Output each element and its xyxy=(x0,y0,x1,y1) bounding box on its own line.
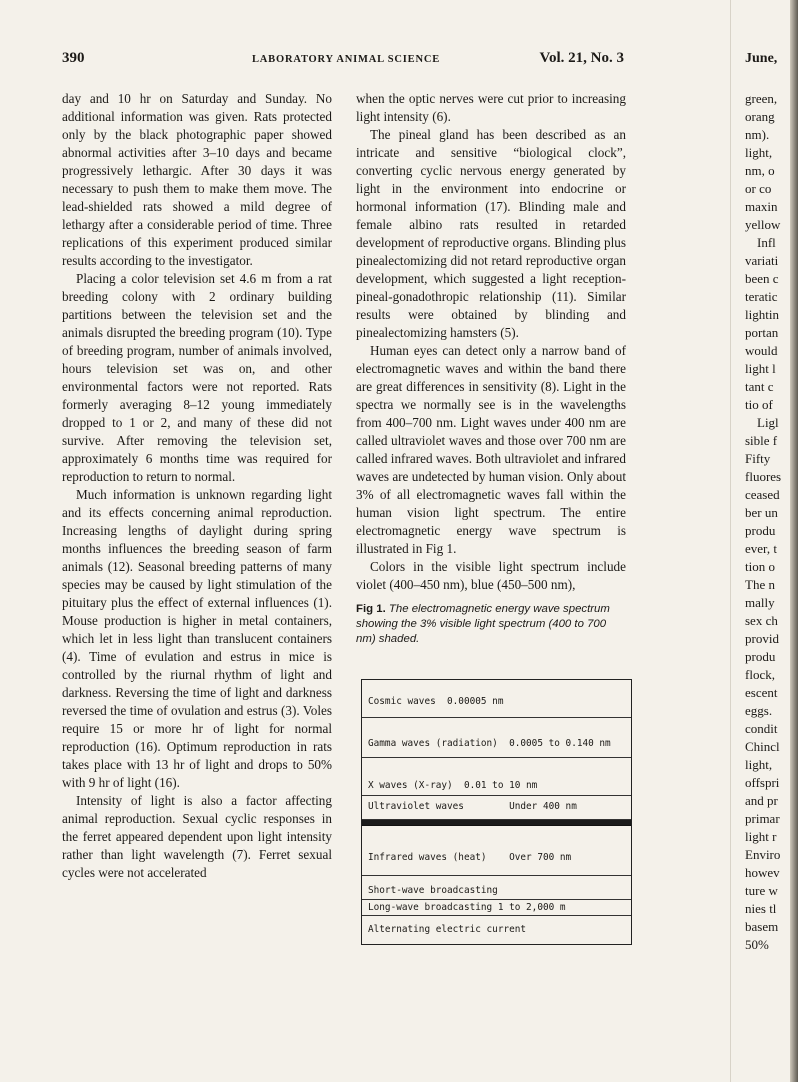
binding-shadow xyxy=(790,0,798,1082)
fragment-line: light, xyxy=(745,757,773,772)
fragment-line: or co xyxy=(745,181,772,196)
fragment-line: portan xyxy=(745,325,779,340)
fragment-line: mally xyxy=(745,595,775,610)
fragment-line: lightin xyxy=(745,307,779,322)
figure-label: Fig 1. xyxy=(356,603,386,615)
fragment-line: eggs. xyxy=(745,703,773,718)
spectrum-band-short-wave xyxy=(362,876,631,900)
fragment-line: Ligl xyxy=(757,415,779,430)
fragment-line: condit xyxy=(745,721,778,736)
facing-page-header: June, xyxy=(745,51,778,66)
band-label: Ultraviolet waves Under 400 nm xyxy=(368,801,577,812)
fragment-line: variati xyxy=(745,253,779,268)
paragraph: Intensity of light is also a factor affecting animal reproduction. Sexual cyclic responses in the ferret appeared dependent upon light intensity rather than light wavelength (7). Ferret sexual cycles were not accelerated xyxy=(62,793,332,880)
fragment-line: fluores xyxy=(745,469,782,484)
spectrum-band-xray xyxy=(362,758,631,796)
fragment-line: produ xyxy=(745,523,776,538)
right-column xyxy=(356,90,626,647)
fragment-line: basem xyxy=(745,919,779,934)
paragraph: The pineal gland has been described as an intricate and sensitive “biological clock”, converting cyclic nervous energy generated by light in the environment into endocrine or hormonal information (17). Blinding male and female albino rats resulted in retarded development of reproductive organs. Blinding plus pinealectomizing did not retard reproductive organ development, which suggested a light reception-pineal-gonadothropic relationship (11). Similar results were obtained by blinding and pinealectomizing hamsters (5). xyxy=(356,127,626,340)
journal-title: LABORATORY ANIMAL SCIENCE xyxy=(252,54,441,65)
fragment-line: flock, xyxy=(745,667,775,682)
band-label: Infrared waves (heat) Over 700 nm xyxy=(368,852,572,863)
fragment-line: escent xyxy=(745,685,778,700)
paragraph: when the optic nerves were cut prior to increasing light intensity (6). xyxy=(356,91,626,124)
band-label: X waves (X-ray) 0.01 to 10 nm xyxy=(368,780,538,791)
left-column xyxy=(62,90,332,882)
band-label: Short-wave broadcasting xyxy=(368,885,498,896)
spectrum-band-gamma xyxy=(362,718,631,758)
fragment-line: sible f xyxy=(745,433,778,448)
fragment-line: orang xyxy=(745,109,775,124)
fragment-line: sex ch xyxy=(745,613,778,628)
fragment-line: would xyxy=(745,343,778,358)
band-label: Alternating electric current xyxy=(368,924,527,935)
fragment-line: green, xyxy=(745,91,778,106)
volume-issue: Vol. 21, No. 3 xyxy=(539,50,624,66)
paragraph: day and 10 hr on Saturday and Sunday. No additional information was given. Rats protected only by the black photographic paper showed abnormal activities after 3–10 days and became progressively lethargic. After 30 days it was necessary to push them to make them move. The lead-shielded rats showed a mild degree of lethargy after a considerable period of time. Three replications of this experiment produced similar results according to the investigator. xyxy=(62,91,332,268)
fragment-line: light l xyxy=(745,361,776,376)
fragment-line: Fifty xyxy=(745,451,771,466)
fragment-line: yellow xyxy=(745,217,781,232)
fragment-line: Infl xyxy=(757,235,776,250)
fragment-line: nm). xyxy=(745,127,770,142)
figure-caption xyxy=(356,602,626,647)
fragment-line: teratic xyxy=(745,289,778,304)
paragraph: Human eyes can detect only a narrow band of electromagnetic waves and within the band there are great differences in sensitivity (8). Light in the spectra we normally see is in the wavelengths from 400–700 nm. Light waves under 400 nm are called ultraviolet waves and those over 700 nm are called infrared waves. Both ultraviolet and infrared waves are undetected by human vision. Only about 3% of all electromagnetic waves fall within the human vision light spectrum. The entire electromagnetic energy wave spectrum is illustrated in Fig 1. xyxy=(356,343,626,556)
fragment-line: light, xyxy=(745,145,773,160)
spectrum-band-long-wave xyxy=(362,900,631,916)
fragment-line: The n xyxy=(745,577,775,592)
fragment-line: tio of xyxy=(745,397,773,412)
figure-caption-text: The electromagnetic energy wave spectrum showing the 3% visible light spectrum (400 to 700 nm) shaded. xyxy=(356,603,610,645)
fragment-line: ceased xyxy=(745,487,780,502)
fragment-line: nm, o xyxy=(745,163,775,178)
fragment-line: light r xyxy=(745,829,777,844)
fragment-line: maxin xyxy=(745,199,778,214)
fragment-line: ture w xyxy=(745,883,778,898)
band-label: Gamma waves (radiation) 0.0005 to 0.140 nm xyxy=(368,738,611,749)
fragment-line: and pr xyxy=(745,793,778,808)
fragment-line: howev xyxy=(745,865,780,880)
fragment-line: 50% xyxy=(745,937,769,950)
paragraph: Colors in the visible light spectrum include violet (400–450 nm), blue (450–500 nm), xyxy=(356,559,626,592)
fragment-line: provid xyxy=(745,631,779,646)
spectrum-band-infrared xyxy=(362,826,631,876)
paragraph: Much information is unknown regarding light and its effects concerning animal reproduction. Increasing lengths of daylight during spring months influences the breeding season of farm animals (12). Seasonal breeding patterns of many species may be caused by light stimulation of the pituitary plus the effect of external influences (1). Mouse production is higher in metal containers, which let in less light than translucent containers (4). Time of evulation and estrus in mice is controlled by the riurnal rhythm of light and darkness. Reversing the time of light and darkness reversed the time of ovulation and estrus (3). Voles require 15 or more hr of light for normal reproduction (16). Optimum reproduction in rats takes place with 13 hr of light and drops to 50% with 9 hr of light (16). xyxy=(62,487,332,790)
spectrum-band-ac xyxy=(362,916,631,944)
fragment-line: Enviro xyxy=(745,847,781,862)
fragment-line: Chincl xyxy=(745,739,780,754)
page-number: 390 xyxy=(62,50,85,66)
fragment-line: produ xyxy=(745,649,776,664)
fragment-line: tion o xyxy=(745,559,775,574)
fragment-line: primar xyxy=(745,811,780,826)
spectrum-band-cosmic xyxy=(362,680,631,718)
fragment-line: nies tl xyxy=(745,901,777,916)
page-fold xyxy=(730,0,731,1082)
fragment-line: ber un xyxy=(745,505,778,520)
band-label: Long-wave broadcasting 1 to 2,000 m xyxy=(368,902,566,913)
spectrum-figure xyxy=(361,679,632,945)
paragraph: Placing a color television set 4.6 m from a rat breeding colony with 2 ordinary building partitions between the television set and the animals disrupted the breeding program (10). Type of breeding program, number of animals involved, hours television set was on, and other environmental factors were not reported. Rats formerly averaging 8–12 young immediately dropped to 1 or 2, and many of these did not survive. After removing the television set, approximately 6 months time was required for reproduction to return to normal. xyxy=(62,271,332,484)
fragment-line: offspri xyxy=(745,775,780,790)
spectrum-band-ultraviolet xyxy=(362,796,631,820)
fragment-line: been c xyxy=(745,271,779,286)
fragment-line: tant c xyxy=(745,379,774,394)
band-label: Cosmic waves 0.00005 nm xyxy=(368,696,504,707)
page-header xyxy=(62,50,624,72)
fragment-line: ever, t xyxy=(745,541,777,556)
